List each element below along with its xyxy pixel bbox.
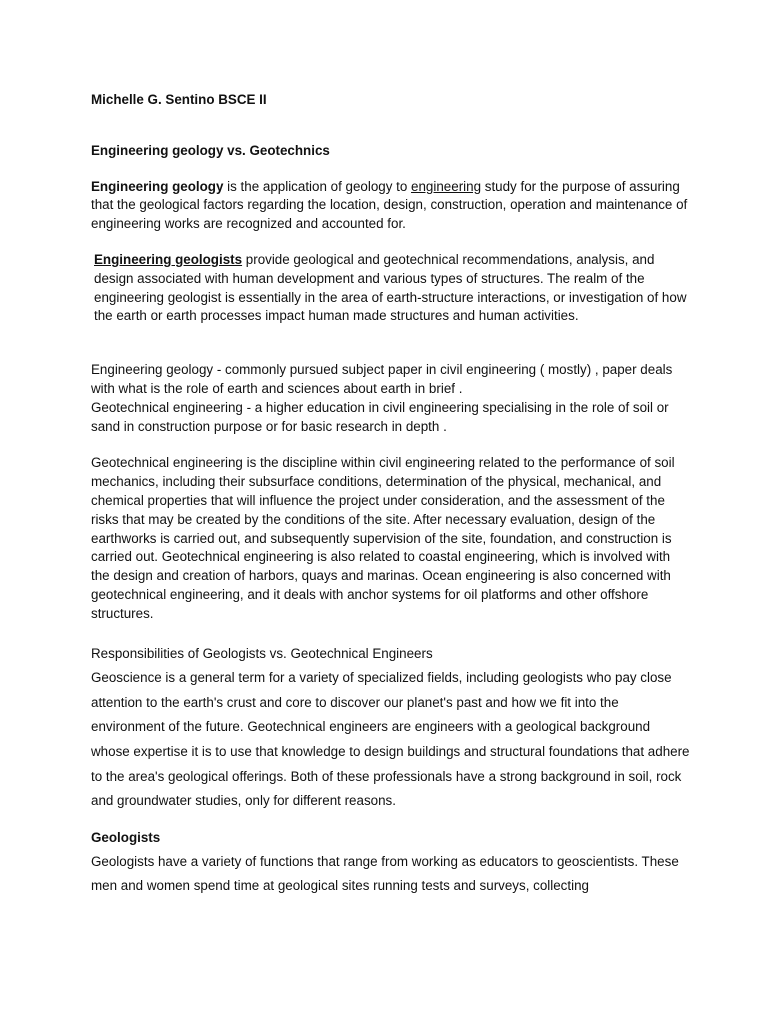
document-body: [91, 91, 691, 899]
author-line: Michelle G. Sentino BSCE II: [91, 92, 267, 107]
paragraph-geotechnical-definition: Geotechnical engineering - a higher education in civil engineering specialising in the role of soil or sand in construction purpose or for basic research in depth .: [91, 399, 669, 434]
paragraph-engineering-geologists: [91, 251, 691, 326]
engineering-link[interactable]: engineering: [411, 178, 482, 194]
paragraph-text: study for the purpose of assuring that the geological factors regarding the location, design, construction, operation and maintenance of engineering works are recognized and accounted for.: [91, 178, 688, 232]
document-title: Engineering geology vs. Geotechnics: [91, 142, 330, 158]
term-engineering-geologists: Engineering geologists: [94, 251, 243, 267]
paragraph-text: provide geological and geotechnical recommendations, analysis, and design associated with human development and various types of structures. The realm of the engineering geologist is essentially in the area of earth-structure interactions, or investigation of how the earth or earth processes impact human made structures and human activities.: [94, 251, 687, 324]
term-engineering-geology: Engineering geology: [91, 178, 224, 194]
paragraph-geotechnical-engineering: Geotechnical engineering is the discipline within civil engineering related to the performance of soil mechanics, including their subsurface conditions, determination of the physical, mechanical, and chemical properties that will influence the project under consideration, and the assessment of the risks that may be created by the conditions of the site. After necessary evaluation, design of the earthworks is carried out, and subsequently supervision of the site, foundation, and construction is carried out. Geotechnical engineering is also related to coastal engineering, which is involved with the design and creation of harbors, quays and marinas. Ocean engineering is also concerned with geotechnical engineering, and it deals with anchor systems for oil platforms and other offshore structures.: [91, 455, 675, 621]
responsibilities-section: [91, 642, 691, 814]
geologists-heading: Geologists: [91, 829, 161, 845]
responsibilities-heading: Responsibilities of Geologists vs. Geotechnical Engineers: [91, 645, 433, 661]
paragraph-text: is the application of geology to: [223, 178, 412, 194]
paragraph-geoscience: Geoscience is a general term for a variety of specialized fields, including geologists who pay close attention to the earth's crust and core to discover our planet's past and how we fit into the environment of the future. Geotechnical engineers are engineers with a geological background whose expertise it is to use that knowledge to design buildings and structural foundations that adhere to the area's geological offerings. Both of these professionals have a strong background in soil, rock and groundwater studies, only for different reasons.: [91, 670, 690, 809]
paragraph-engineering-geology-definition: Engineering geology - commonly pursued subject paper in civil engineering ( mostly) , paper deals with what is the role of earth and sciences about earth in brief .: [91, 362, 673, 396]
paragraph-engineering-geology: [91, 178, 691, 234]
paragraph-geologists: Geologists have a variety of functions that range from working as educators to geoscientists. These men and women spend time at geological sites running tests and surveys, collecting: [91, 853, 679, 894]
geologists-section: [91, 850, 691, 899]
